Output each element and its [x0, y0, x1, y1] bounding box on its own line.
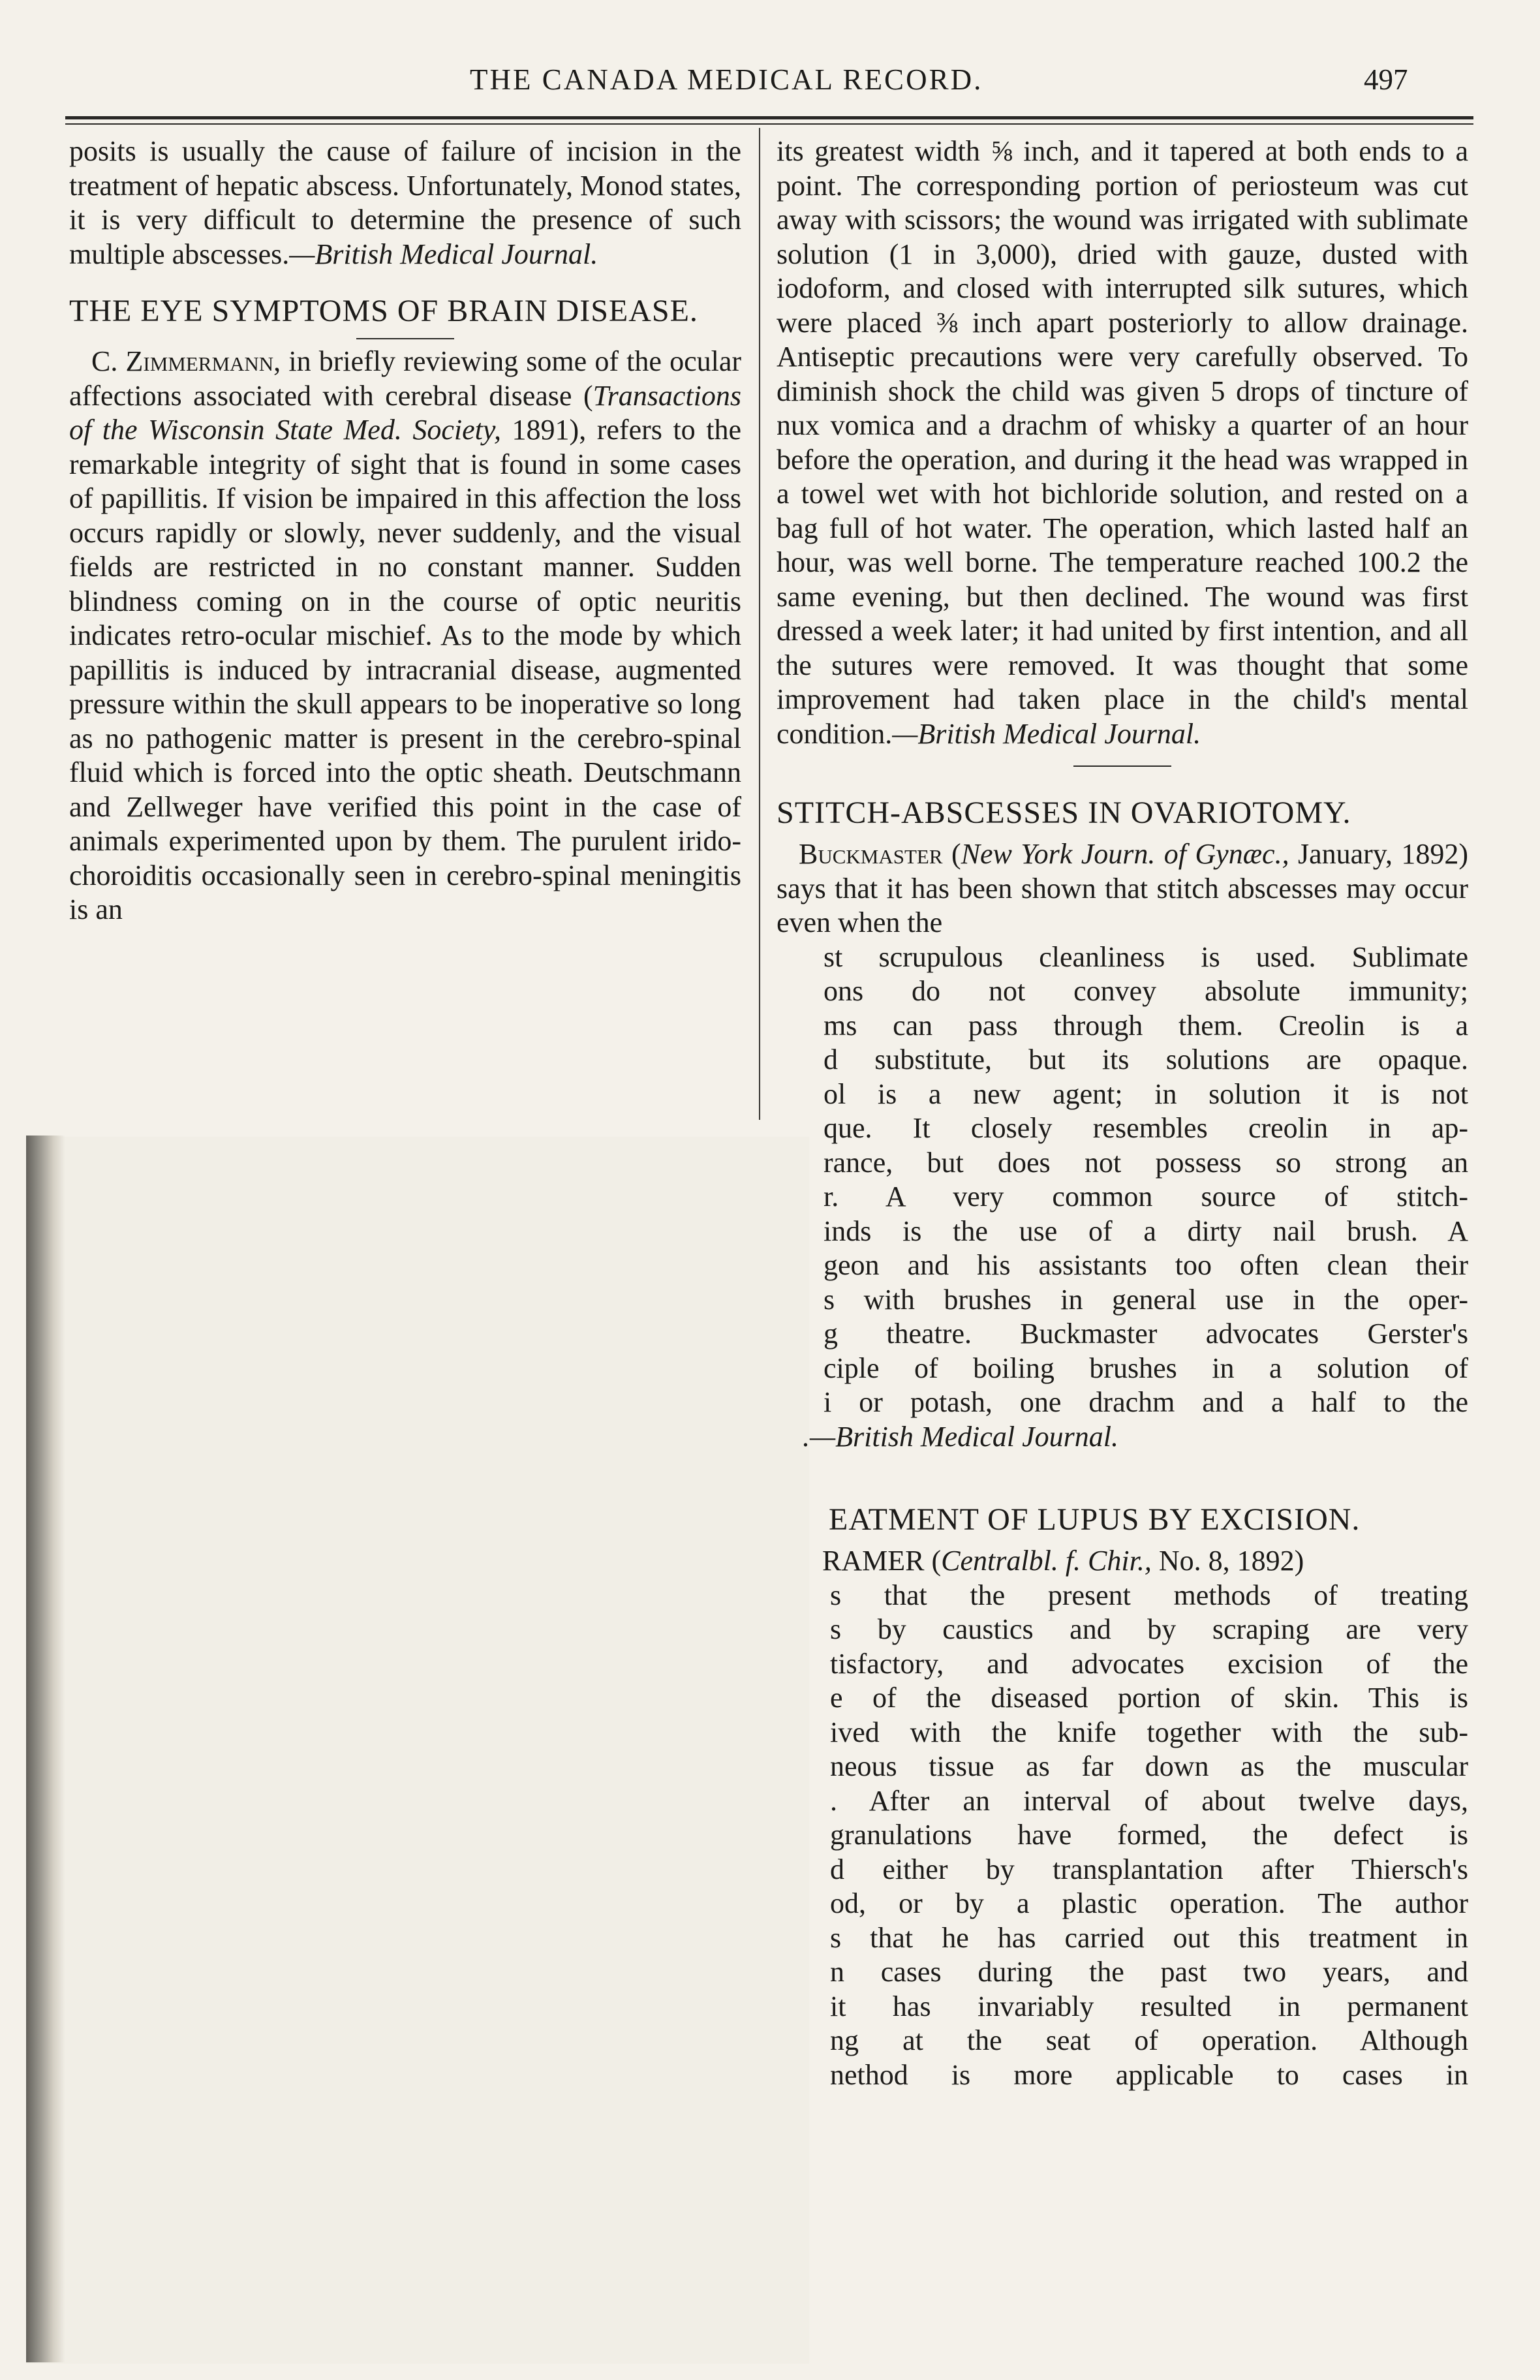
right-continuation-text: its greatest width ⅝ inch, and it tapered at both ends to a point. The corresponding portion of periosteum was cut away with scissors; the wound was irrigated with sublimate solution (1 in 3,000), dried with gauze, dusted with iodoform, and closed with interrupted silk sutures, which were placed ⅜ inch apart posteriorly to allow drainage. Antiseptic precautions were very carefully observed. To diminish shock the child was given 5 drops of tincture of nux vomica and a drachm of whisky a quarter of an hour before the operation, and during it the head was wrapped in a towel wet with hot bichloride solution, and rested on a bag full of hot water. The operation, which lasted half an hour, was well borne. The temperature reached 100.2 the same evening, but then declined. The wound was first dressed a week later; it had united by first intention, and all the sutures were removed. It was thought that some improvement had taken place in the child's mental condition. [777, 135, 1468, 750]
binding-edge-shadow [26, 1136, 65, 2362]
article-title-stitch-abscesses: STITCH-ABSCESSES IN OVARIOTOMY. [777, 796, 1351, 830]
fragment-line: inds is the use of a dirty nail brush. A [824, 1214, 1468, 1247]
fragment-line: it has invariably resulted in permanent [830, 1990, 1468, 2022]
fragment-line: e of the diseased portion of skin. This is [830, 1682, 1468, 1714]
header-rule-thin [65, 123, 1473, 125]
fragment-line: s that the present methods of treating [830, 1579, 1468, 1611]
fragment-line: ciple of boiling brushes in a solution of [824, 1352, 1468, 1384]
fragment-line: d substitute, but its solutions are opaque. [824, 1043, 1468, 1075]
article3-citation: Centralbl. f. Chir., [941, 1545, 1152, 1577]
fragment-line: neous tissue as far down as the muscular [830, 1750, 1468, 1782]
header-rule-thick [65, 116, 1473, 119]
left-continuation-source: —British Medical Journal. [289, 238, 598, 270]
lupus-opening-line: RAMER (Centralbl. f. Chir., No. 8, 1892) [822, 1545, 1304, 1577]
fragment-line: que. It closely resembles creolin in ap- [824, 1112, 1468, 1144]
fragment-line: g theatre. Buckmaster advocates Gerster's [824, 1318, 1468, 1350]
article-title-lupus-excision: EATMENT OF LUPUS BY EXCISION. [829, 1502, 1361, 1537]
fragment-line: s by caustics and by scraping are very [830, 1613, 1468, 1645]
torn-blank-area [26, 1137, 809, 2364]
fragment-line: s that he has carried out this treatment in [830, 1921, 1468, 1954]
fragment-line: rance, but does not possess so strong an [824, 1146, 1468, 1179]
right-continuation-source: —British Medical Journal. [892, 717, 1201, 750]
page-number: 497 [1364, 63, 1408, 96]
article2-author: Buckmaster [799, 838, 943, 870]
fragment-line: od, or by a plastic operation. The author [830, 1887, 1468, 1919]
fragment-line: n cases during the past two years, and [830, 1956, 1468, 1988]
left-column [69, 134, 741, 927]
right-column [777, 134, 1468, 2092]
left-continuation-paragraph [69, 134, 741, 271]
fragment-line: ons do not convey absolute immunity; [824, 975, 1468, 1007]
fragment-line: r. A very common source of stitch- [824, 1181, 1468, 1213]
author-name: C. Zimmermann, [91, 345, 281, 377]
fragment-line: ms can pass through them. Creolin is a [824, 1009, 1468, 1042]
article2-citation: New York Journ. of Gynæc., [961, 838, 1289, 870]
eye-symptoms-paragraph [69, 345, 741, 927]
fragment-line: nethod is more applicable to cases in [830, 2058, 1468, 2091]
stitch-abscesses-opening: Buckmaster (New York Journ. of Gynæc., January, 1892) says that it has been shown that stitch abscesses may occur even when the [777, 838, 1469, 938]
fragment-line: s with brushes in general use in the oper- [824, 1283, 1468, 1316]
running-title: THE CANADA MEDICAL RECORD. [470, 63, 983, 96]
left-continuation-text: posits is usually the cause of failure of incision in the treatment of hepatic abscess. Unfortunately, Monod states, it is very difficult to determine the presence of such multiple abscesses. [69, 135, 741, 270]
fragment-line: geon and his assistants too often clean their [824, 1249, 1468, 1281]
fragment-line: ived with the knife together with the sub- [830, 1716, 1468, 1748]
article2-body-start: January, 1892) says that it has been shown that stitch abscesses may occur even when the [777, 838, 1469, 938]
article2-source-line [777, 1420, 1468, 1455]
fragment-line: . After an interval of about twelve days, [830, 1784, 1468, 1817]
eye-symptoms-body-start: in briefly reviewing some of the ocular affections associated with cerebral disease ( [69, 345, 741, 412]
article2-source: .—British Medical Journal. [803, 1420, 1118, 1453]
fragment-line: i or potash, one drachm and a half to the [824, 1386, 1468, 1418]
page-header [0, 63, 1540, 102]
fragment-line: st scrupulous cleanliness is used. Sublimate [824, 940, 1468, 973]
fragment-line: tisfactory, and advocates excision of the [830, 1647, 1468, 1680]
right-continuation-paragraph [777, 134, 1468, 751]
eye-symptoms-body-rest: 1891), refers to the remarkable integrity of sight that is found in some cases of papillitis. If vision be impaired in this affection the loss occurs rapidly or slowly, never suddenly, and the visual fields are restricted in no constant manner. Sudden blindness coming on in the course of optic neuritis indicates retro-ocular mischief. As to the mode by which papillitis is induced by intracranial disease, augmented pressure within the skull appears to be inoperative so long as no pathogenic matter is present in the cerebro-spinal fluid which is forced into the optic sheath. Deutschmann and Zellweger have verified this point in the case of animals experimented upon by them. The purulent irido-choroiditis occasionally seen in cerebro-spinal meningitis is an [69, 414, 741, 925]
fragment-line: d either by transplantation after Thiersch's [830, 1853, 1468, 1885]
article-title-eye-symptoms: THE EYE SYMPTOMS OF BRAIN DISEASE. [69, 294, 698, 328]
fragment-line: granulations have formed, the defect is [830, 1819, 1468, 1851]
column-divider [759, 128, 760, 1120]
article3-citation-rest: No. 8, 1892) [1151, 1545, 1304, 1577]
lupus-fragment-lines [777, 1579, 1468, 2093]
fragment-line: ng at the seat of operation. Although [830, 2024, 1468, 2056]
eye-symptoms-citation: Transactions of the Wisconsin State Med. Society, [69, 379, 741, 446]
stitch-abscesses-fragment-lines [777, 940, 1468, 1420]
article3-author: RAMER [822, 1545, 925, 1577]
fragment-line: ol is a new agent; in solution it is not [824, 1077, 1468, 1110]
